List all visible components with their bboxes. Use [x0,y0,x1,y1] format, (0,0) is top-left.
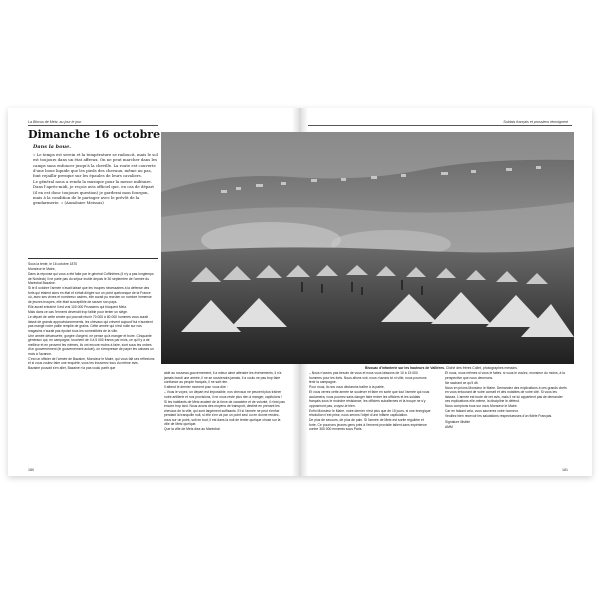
header-rule-right [308,125,572,126]
text-column-4 [445,371,567,430]
paragraph: Une armée désœuvrée, gorgée d'argent, ne pense qu'à manger et boire. Cinquante généraux qui, en campagne, touchent de 4 à 5 000 francs par mois, ce qu'il y a de meilleur et en peuvent les mêmes, ils ont encore moins à faire, sont sous les ordres d'un gouvernement (le gouvernement actuel), on s'empresse de payer les caisses un mois à l'avance. [28,333,154,356]
header-rule-left [28,125,158,126]
paragraph: Que la ville de Metz dise au Maréchal [164,427,220,432]
text-column-1 [28,262,156,371]
paragraph: Pour nous, là nos vous déclarons traître à la patrie. [309,385,385,390]
signature: Signature illisible [445,419,471,424]
paragraph: Monsieur le Maire, [28,267,56,272]
photo-caption [365,366,575,370]
paragraph: Enfin Monsieur le Maire, notre dernier n'est plus que de 15 jours, si une énergique résolution n'est prise, nous serons l'objet d'une infâme capitulation. [309,408,431,418]
paragraph: Car en faisant cela, vous sauverez votre honneur. [445,409,519,414]
paragraph: Et vous verrez cette armée se soulever et faire en sorte que tout l'armée qui vous acclamera, vous pourrez sans danger faire entrer les officiers et les soldats français sous le moindre résistance, les officiers subalternes et la troupe ne s'y opposeront pas, croyez-le bien. [309,390,430,408]
paragraph: Si le 8 octobre l'armée n'avait laissé que les troupes nécessaires à la défense des forts qui étaient alors en état et s'était dirigée sur un point quelconque de la France où, avec ses vivres et nombreux cadres, elle aurait pu recruter un nombre immense de jeunes troupes, elle était susceptible de sauver son pays. [28,286,152,304]
paragraph: Et nous, nous mêmes si vous le faites, si vous le voulez, monsieur du moins, à la perspective que nous devenons. [445,371,565,380]
running-head-right: Soldats français et prussiens témoignent [503,120,568,124]
bivouac-photo-illustration [161,132,574,364]
paragraph: Bazaine pouvait s'en aller, Bazaine n'a pas voulu partir que [28,366,116,371]
paragraph: Si les habitants de Metz avaient de la force de caractère et de volonté, il n'est pas encore trop tard. Nous avons des moyens de transport, destiné en prenant les chevaux de la ville, qui sont largement suffisants. Et si l'armée ne peut s'enfuir pendant la tranquille nuit, si elle s'en va par un point seul ou en donne rendez-vous sur un point, soit en tout, il est dans la nuit de tenter quelque chose sur la ville de Metz quelque. [164,399,285,427]
paragraph: – Nous n'avons pas besoin de vous et nous vous laissons de 10 à 15 000 hommes pour les forts. Nous allons voir, nous n'avons ici ni ville, nous pourrons tenir la campagne. [309,371,427,384]
text-column-2 [164,371,286,432]
paragraph: Mais dans ce cas l'ennemi devenait trop faible pour tenter un siège. [28,309,128,314]
quote-paragraph: Le général nous a rendu la musique pour la messe militaire. Dans l'après-midi, je reçois avis officiel que, en cas de départ (il en est donc toujours question) je garderai mon fourgon, mais à la condition de le partager avec le prévôt de la gendarmerie. » (Aumônier Meissas) [33,178,154,206]
diary-quote [33,152,158,206]
section-divider [28,258,158,259]
paragraph: Elle aurait entraîné il est vrai 100 000 Prussiens qui bloquent Metz. [28,304,128,309]
paragraph: Veuillez bien recevoir les salutations respectueuses d'un fidèle Français. [445,414,553,419]
chapter-title: Dimanche 16 octobre [28,128,161,141]
paragraph: Ne sachant ce qu'il dit. [445,380,479,385]
text-column-3 [309,371,431,432]
running-head-left: La Blocus de Metz, au jour le jour [28,120,82,124]
paragraph: Sous la tente, le 16 octobre 1870 [28,262,78,266]
paragraph: Nous en prions Monsieur le Maire. Demandez des explications à ces grands chefs en vous entourant de votre conseil et des notables de votre cité. Si vous les laissez. L'armée est toute de cet avis, mais il ne lui appartient pas de demander ces explications elle-même, la discipline le défend. [445,385,567,404]
historical-photo [161,132,574,364]
paragraph: Le départ de cette armée qui pouvait réunir 70 000 à 80 000 hommes vous aurait laissé de grands approvisionnements, les chevaux qui crèvent aujourd'hui n'auraient pas mangé notre paille remplie de grains. Cette armée qui n'est nulle sur nos magasins n'aurait pas épuisé tous les comestibles de la ville. [28,315,153,333]
paragraph: aidé au nouveau gouvernement, il a mieux aimé attendre les événements, il n'a jamais bondi une armée, il ne se souviendra jamais, il a voulu ne pas trop faire confiance au peuple français, il ne sait rien. [164,371,282,384]
paragraph: De plus de secours, de plus de pain. Si l'armée de Metz est sortie régulière et forte. Ce pourrons jeunes gens près à l'ennemi provisite tallent sans expérience contre 300 000 ennemis sous Paris. [309,418,427,432]
paragraph: C'est un officier de l'armée de Bazaine, Monsieur le Maire, qui vous fait ses réflexions et si vous voulez faire une enquête, vous les trouverez tous du même avis. [28,356,155,366]
book-spread [8,108,592,476]
paragraph: Nous comptons tous sur vous Monsieur le Maire. [445,404,518,409]
paragraph: Dans la réponse qui vous a été faite par le général Coffinières (il n'y a pas longtemps de Nordeck) il ne parle pas du séjour inutile depuis le 30 septembre de l'armée du Maréchal Bazaine. [28,272,154,286]
quote-paragraph: « Le temps est serein et la température se radoucit, mais le sol est toujours dans un état affreux. On ne peut marcher dans les camps sans enfoncer jusqu'à la cheville. La route est couverte d'une boue liquide que les pieds des chevaux, même au pas, font rejaillir presque sur les épaules de leurs cavaliers. [33,152,158,179]
paragraph: – Vous le voyez, un départ est impossible, nos chevaux ne peuvent plus traîner notre artillerie et nos provisions, il ne nous reste plus rien à manger, capitulons ! [164,390,283,399]
archive-reference: AMM [445,424,453,429]
caption-credit: Cliché des frères Collet, photographes messins. [444,366,518,370]
page-number-right: 181 [562,468,568,472]
paragraph: Il attend le dernier moment pour vous dire : [164,385,228,390]
caption-title: Bivouac d'infanterie sur les hauteurs de Vallières. [365,366,445,370]
page-number-left: 180 [28,468,34,472]
chapter-subtitle: Dans la boue. [33,144,72,150]
